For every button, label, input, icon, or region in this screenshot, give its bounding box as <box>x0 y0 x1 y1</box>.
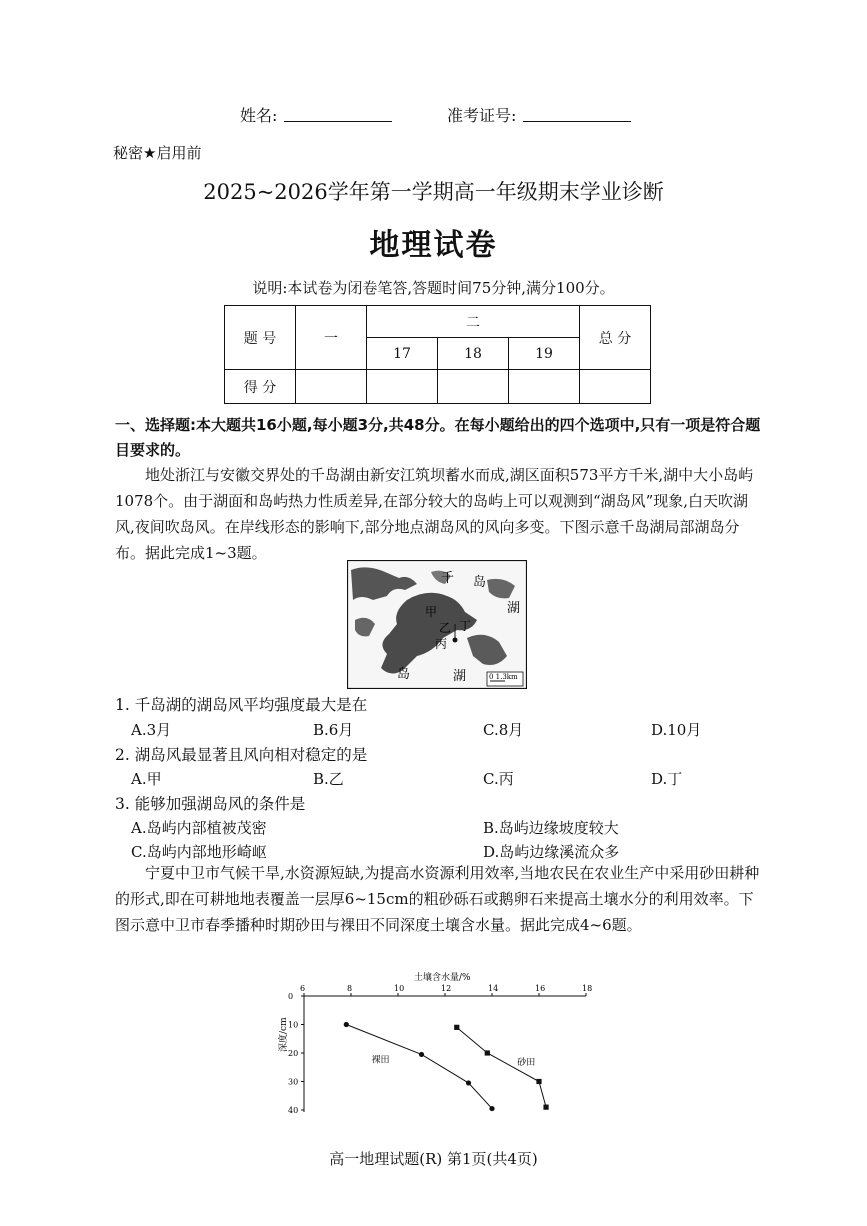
data-point-circle <box>344 1022 349 1027</box>
exam-instructions: 说明:本试卷为闭卷笔答,答题时间75分钟,满分100分。 <box>252 279 615 297</box>
data-point-square <box>543 1105 548 1110</box>
question-2-option-a[interactable]: A.甲 <box>131 770 162 788</box>
x-axis-title: 土壤含水量/% <box>414 973 471 983</box>
passage-zhongwei-sand-field: 宁夏中卫市气候干旱,水资源短缺,为提高水资源利用效率,当地农民在农业生产中采用砂田耕种的形式,即在可耕地地表覆盖一层厚6~15cm的粗砂砾石或鹅卵石来提高土壤水分的利用效率。下图示意中卫市春季播种时期砂田与裸田不同深度土壤含水量。据此完成4~6题。 <box>115 864 760 934</box>
ticket-number-label: 准考证号: <box>447 106 517 125</box>
map-label-dao-2: 岛 <box>397 667 411 682</box>
question-3-option-b[interactable]: B.岛屿边缘坡度较大 <box>483 819 619 837</box>
secret-mark: 秘密★启用前 <box>113 144 202 162</box>
y-tick-label: 0 <box>288 992 294 1001</box>
question-2-option-d[interactable]: D.丁 <box>651 770 683 788</box>
name-label: 姓名: <box>240 106 278 125</box>
y-tick-label: 20 <box>288 1049 299 1058</box>
question-1-stem: 1. 千岛湖的湖岛风平均强度最大是在 <box>115 696 368 714</box>
score-cell <box>296 370 367 404</box>
data-point-circle <box>466 1080 471 1085</box>
name-blank <box>284 121 392 122</box>
x-tick-label: 12 <box>441 984 452 993</box>
score-cell <box>509 370 580 404</box>
map-label-jia: 甲 <box>425 605 438 619</box>
question-3-option-d[interactable]: D.岛屿边缘溪流众多 <box>483 843 620 861</box>
x-tick-label: 10 <box>394 984 405 993</box>
section-one-instructions: 一、选择题:本大题共16小题,每小题3分,共48分。在每小题给出的四个选项中,只有一项是符合题目要求的。 <box>115 416 761 459</box>
subject-title: 地理试卷 <box>369 228 498 263</box>
map-label-bing: 丙 <box>435 637 448 651</box>
page-footer: 高一地理试题(R) 第1页(共4页) <box>329 1150 538 1168</box>
question-19-header: 19 <box>509 338 580 370</box>
section-one-header: 一 <box>296 306 367 370</box>
qiandao-lake-map <box>347 560 527 689</box>
data-point-square <box>536 1079 541 1084</box>
score-cell <box>438 370 509 404</box>
ticket-number-blank <box>523 121 631 122</box>
section-two-header: 二 <box>367 306 580 338</box>
exam-title: 2025~2026学年第一学期高一年级期末学业诊断 <box>203 180 664 204</box>
question-number-header: 题 号 <box>225 306 296 370</box>
soil-moisture-chart <box>268 968 608 1116</box>
total-score-header: 总 分 <box>580 306 651 370</box>
passage-qiandao-lake: 地处浙江与安徽交界处的千岛湖由新安江筑坝蓄水而成,湖区面积573平方千米,湖中大小岛屿1078个。由于湖面和岛屿热力性质差异,在部分较大的岛屿上可以观测到“湖岛风”现象,白天吹湖风,夜间吹岛风。在岸线形态的影响下,部分地点湖岛风的风向多变。下图示意千岛湖局部湖岛分布。据此完成1~3题。 <box>115 466 754 562</box>
x-tick-label: 8 <box>347 984 353 993</box>
y-tick-label: 40 <box>288 1106 299 1115</box>
data-point-square <box>454 1025 459 1030</box>
question-3-stem: 3. 能够加强湖岛风的条件是 <box>115 795 306 813</box>
data-point-circle <box>489 1106 494 1111</box>
x-tick-label: 14 <box>488 984 499 993</box>
question-1-option-c[interactable]: C.8月 <box>483 721 524 739</box>
question-3-option-a[interactable]: A.岛屿内部植被茂密 <box>131 819 267 837</box>
data-point-circle <box>419 1052 424 1057</box>
y-axis-title: 深度/cm <box>279 1017 289 1052</box>
question-3-option-c[interactable]: C.岛屿内部地形崎岖 <box>131 843 267 861</box>
series-label: 裸田 <box>371 1055 390 1066</box>
data-point-square <box>485 1050 490 1055</box>
map-scale: 0 1.3km <box>489 673 518 681</box>
question-1-option-a[interactable]: A.3月 <box>131 721 172 739</box>
question-2-stem: 2. 湖岛风最显著且风向相对稳定的是 <box>115 746 368 764</box>
map-label-dao: 岛 <box>473 575 487 590</box>
question-2-option-c[interactable]: C.丙 <box>483 770 514 788</box>
score-row-label: 得 分 <box>225 370 296 404</box>
series-label: 砂田 <box>517 1058 536 1068</box>
question-18-header: 18 <box>438 338 509 370</box>
score-table <box>224 305 651 404</box>
question-1-option-d[interactable]: D.10月 <box>651 721 702 739</box>
map-label-hu-2: 湖 <box>453 669 467 684</box>
question-17-header: 17 <box>367 338 438 370</box>
question-2-option-b[interactable]: B.乙 <box>313 770 344 788</box>
y-tick-label: 10 <box>288 1020 299 1030</box>
x-tick-label: 18 <box>582 984 593 993</box>
y-tick-label: 30 <box>288 1077 299 1087</box>
score-cell <box>367 370 438 404</box>
x-tick-label: 16 <box>535 984 546 993</box>
question-1-option-b[interactable]: B.6月 <box>313 721 354 739</box>
map-label-yi: 乙 <box>439 621 452 635</box>
map-label-qian: 千 <box>441 571 455 586</box>
x-tick-label: 6 <box>300 984 306 993</box>
series-line-0 <box>346 1025 492 1109</box>
score-cell <box>580 370 651 404</box>
map-label-ding: 丁 <box>459 619 472 633</box>
map-label-hu: 湖 <box>507 601 521 616</box>
